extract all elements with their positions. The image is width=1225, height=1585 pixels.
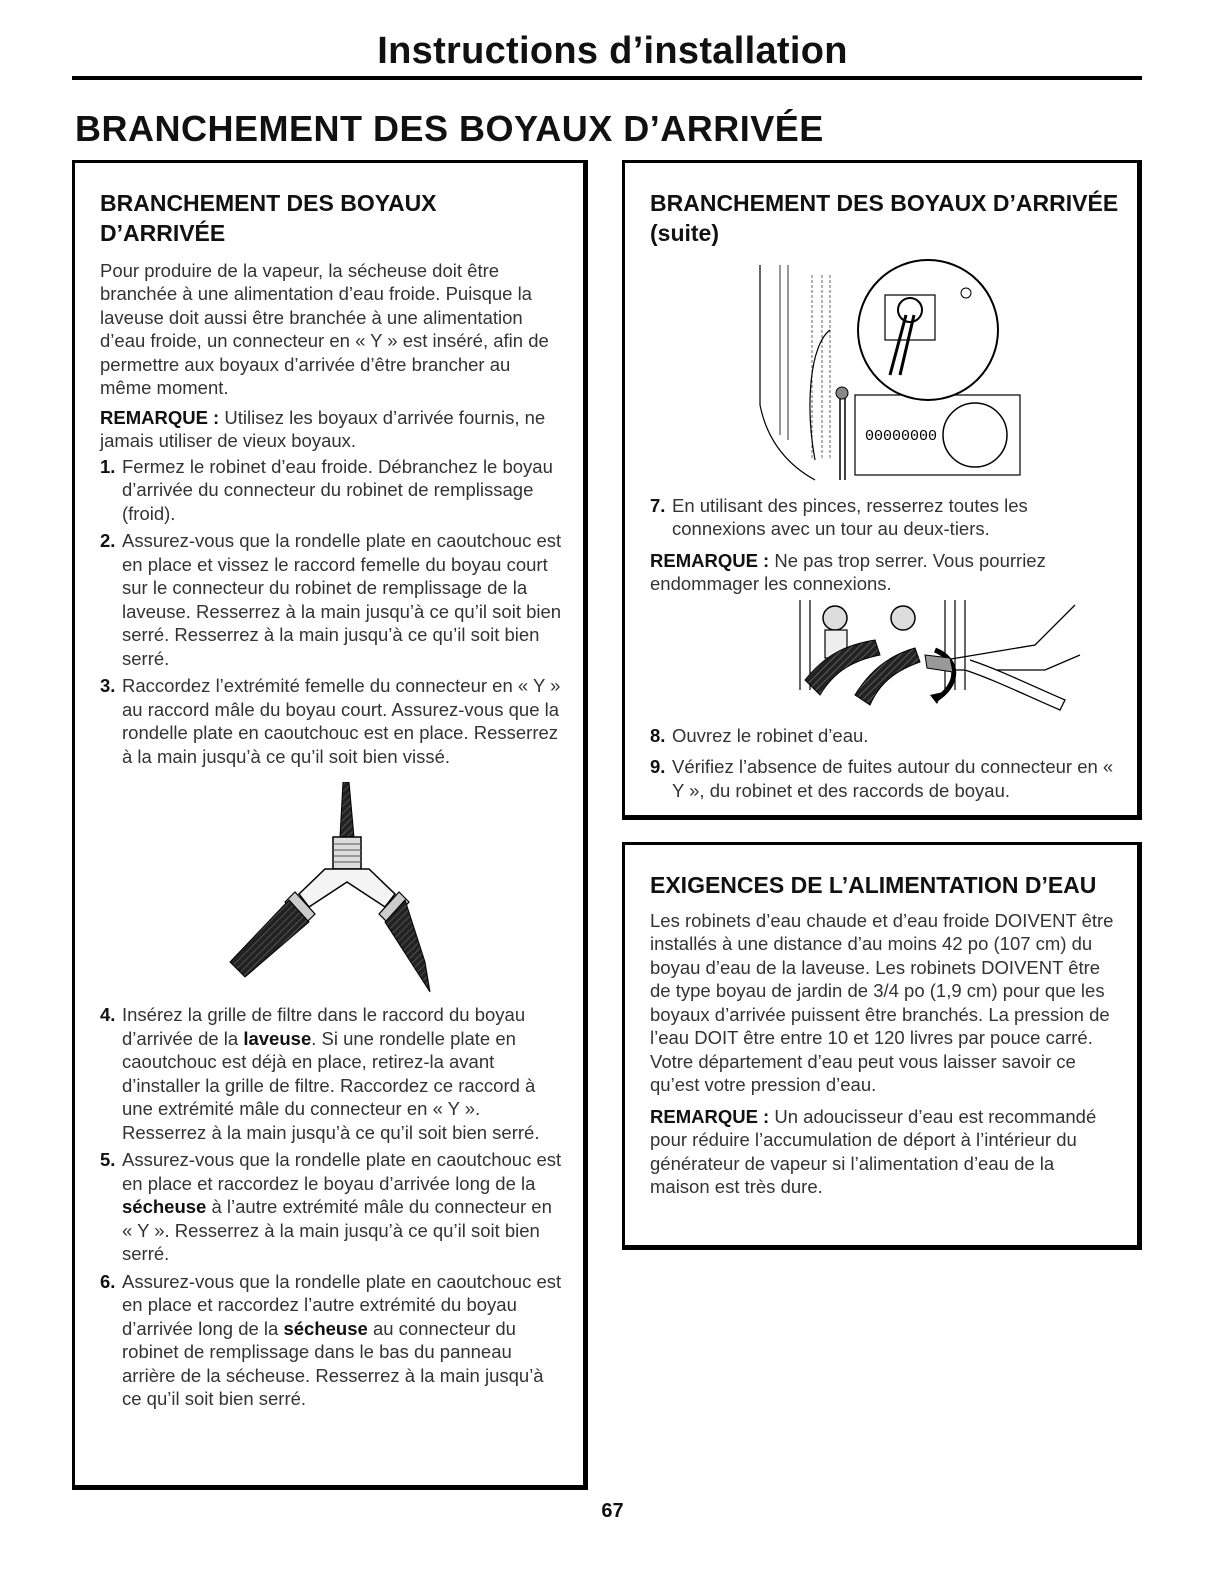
page-number: 67 [601, 1500, 624, 1522]
dryer-back-panel-illustration [730, 255, 1030, 490]
step-number: 4. [100, 1004, 116, 1026]
note-text: Utilisez les boyaux d’arrivée fournis, ne jamais utiliser de vieux boyaux. [100, 406, 546, 452]
step-text-pre: Assurez-vous que la rondelle plate en caoutchouc est en place et raccordez le boyau d’arrivée long de la [122, 1149, 562, 1194]
right-continued-box [622, 160, 1142, 820]
water-supply-box [622, 842, 1142, 1250]
water-note [650, 1105, 1117, 1199]
step-text-bold: sécheuse [122, 1196, 207, 1218]
step-text: Raccordez l’extrémité femelle du connecteur en « Y » au raccord mâle du boyau court. Assurez-vous que la rondelle plate en caoutchouc est en place. Resserrez à la main jusqu’à ce qu’il soit bien vissé. [122, 675, 561, 767]
step-2 [100, 529, 563, 670]
right-box-heading: BRANCHEMENT DES BOYAUX D’ARRIVÉE (suite) [650, 190, 1119, 246]
left-note [100, 406, 563, 453]
step-text-pre: Assurez-vous que la rondelle plate en caoutchouc est en place et raccordez l’autre extrémité du boyau d’arrivée long de la [122, 1270, 562, 1339]
step-text: Vérifiez l’absence de fuites autour du connecteur en « Y », du robinet et des raccords de boyau. [672, 756, 1114, 801]
note-text: Ne pas trop serrer. Vous pourriez endommager les connexions. [650, 549, 1046, 595]
water-box-heading: EXIGENCES DE L’ALIMENTATION D’EAU [650, 872, 1097, 898]
steps-list-d [650, 724, 1117, 803]
left-instructions-box [72, 160, 588, 1490]
steps-list-c [650, 494, 1117, 541]
step-3 [100, 674, 563, 768]
step-number: 8. [650, 724, 666, 746]
intro-paragraph: Pour produire de la vapeur, la sécheuse doit être branchée à une alimentation d’eau froide. Puisque la laveuse doit aussi être branchée à une alimentation d’eau froide, un connecteur en « Y » est inséré, afin de permettre aux boyaux d’arrivée d’être brancher au même moment. [100, 259, 549, 399]
note-label: REMARQUE : [650, 1105, 770, 1127]
step-text: Ouvrez le robinet d’eau. [672, 724, 869, 746]
note-label: REMARQUE : [100, 406, 220, 428]
vent-slots-glyph: 00000000 [865, 427, 938, 445]
step-number: 9. [650, 756, 666, 778]
section-title: BRANCHEMENT DES BOYAUX D’ARRIVÉE [75, 108, 824, 149]
step-number: 3. [100, 675, 116, 697]
step-text: En utilisant des pinces, resserrez toutes les connexions avec un tour au deux-tiers. [672, 494, 1028, 540]
step-text-bold: sécheuse [283, 1317, 368, 1339]
step-5 [100, 1148, 563, 1266]
step-number: 6. [100, 1270, 116, 1292]
step-number: 1. [100, 455, 116, 477]
step-text-bold: laveuse [243, 1027, 312, 1049]
step-1 [100, 455, 563, 526]
step-text: Fermez le robinet d’eau froide. Débranchez le boyau d’arrivée du connecteur du robinet de remplissage (froid). [122, 455, 553, 524]
water-requirements-text: Les robinets d’eau chaude et d’eau froide DOIVENT être installés à une distance d’au moins 42 po (107 cm) du boyau d’eau de la laveuse. Les robinets DOIVENT être de type boyau de jardin de 3/4 po (1,9 cm) pour que les boyaux d’arrivée puissent être branchés. La pression de l’eau DOIT être entre 10 et 120 livres par pouce carré. Votre département d’eau peut vous laisser savoir ce qu’est votre pression d’eau. [650, 909, 1114, 1096]
step-text-pre: Insérez la grille de filtre dans le raccord du boyau d’arrivée de la [122, 1004, 526, 1049]
steps-list-a [100, 455, 563, 769]
header-title: Instructions d’installation [377, 30, 848, 72]
y-connector-illustration [225, 782, 445, 997]
note-text: Un adoucisseur d’eau est recommandé pour réduire l’accumulation de déport à l’intérieur du générateur de vapeur si l’alimentation d’eau de la maison est très dure. [650, 1105, 1097, 1198]
header-rule [72, 76, 1142, 80]
step-text-post: . Si une rondelle plate en caoutchouc est déjà en place, retirez-la avant d’installer la grille de filtre. Raccordez ce raccord à une extrémité mâle du connecteur en « Y ». Resserrez à la main jusqu’à ce qu’il soit bien serré. [122, 1027, 540, 1143]
step-text-post: au connecteur du robinet de remplissage dans le bas du panneau arrière de la sécheuse. Resserrez à la main jusqu’à ce qu’il soit bien serré. [122, 1317, 544, 1410]
step-number: 7. [650, 494, 666, 516]
step-8 [650, 724, 1117, 748]
step-9 [650, 755, 1117, 802]
steps-list-b [100, 1003, 563, 1411]
right-note [650, 549, 1117, 596]
pliers-tightening-illustration [785, 600, 1085, 720]
step-6 [100, 1270, 563, 1411]
step-text-post: à l’autre extrémité mâle du connecteur en « Y ». Resserrez à la main jusqu’à ce qu’il soit bien serré. [122, 1196, 552, 1265]
left-box-heading: BRANCHEMENT DES BOYAUX D’ARRIVÉE [100, 190, 437, 246]
step-7 [650, 494, 1117, 541]
step-text: Assurez-vous que la rondelle plate en caoutchouc est en place et vissez le raccord femelle du boyau court sur le connecteur du robinet de remplissage de la laveuse. Resserrez à la main jusqu’à ce qu’il soit bien serré. Resserrez à la main jusqu’à ce qu’il soit bien serré. [122, 530, 562, 669]
step-number: 5. [100, 1149, 116, 1171]
step-4 [100, 1003, 563, 1144]
note-label: REMARQUE : [650, 549, 770, 571]
step-number: 2. [100, 530, 116, 552]
